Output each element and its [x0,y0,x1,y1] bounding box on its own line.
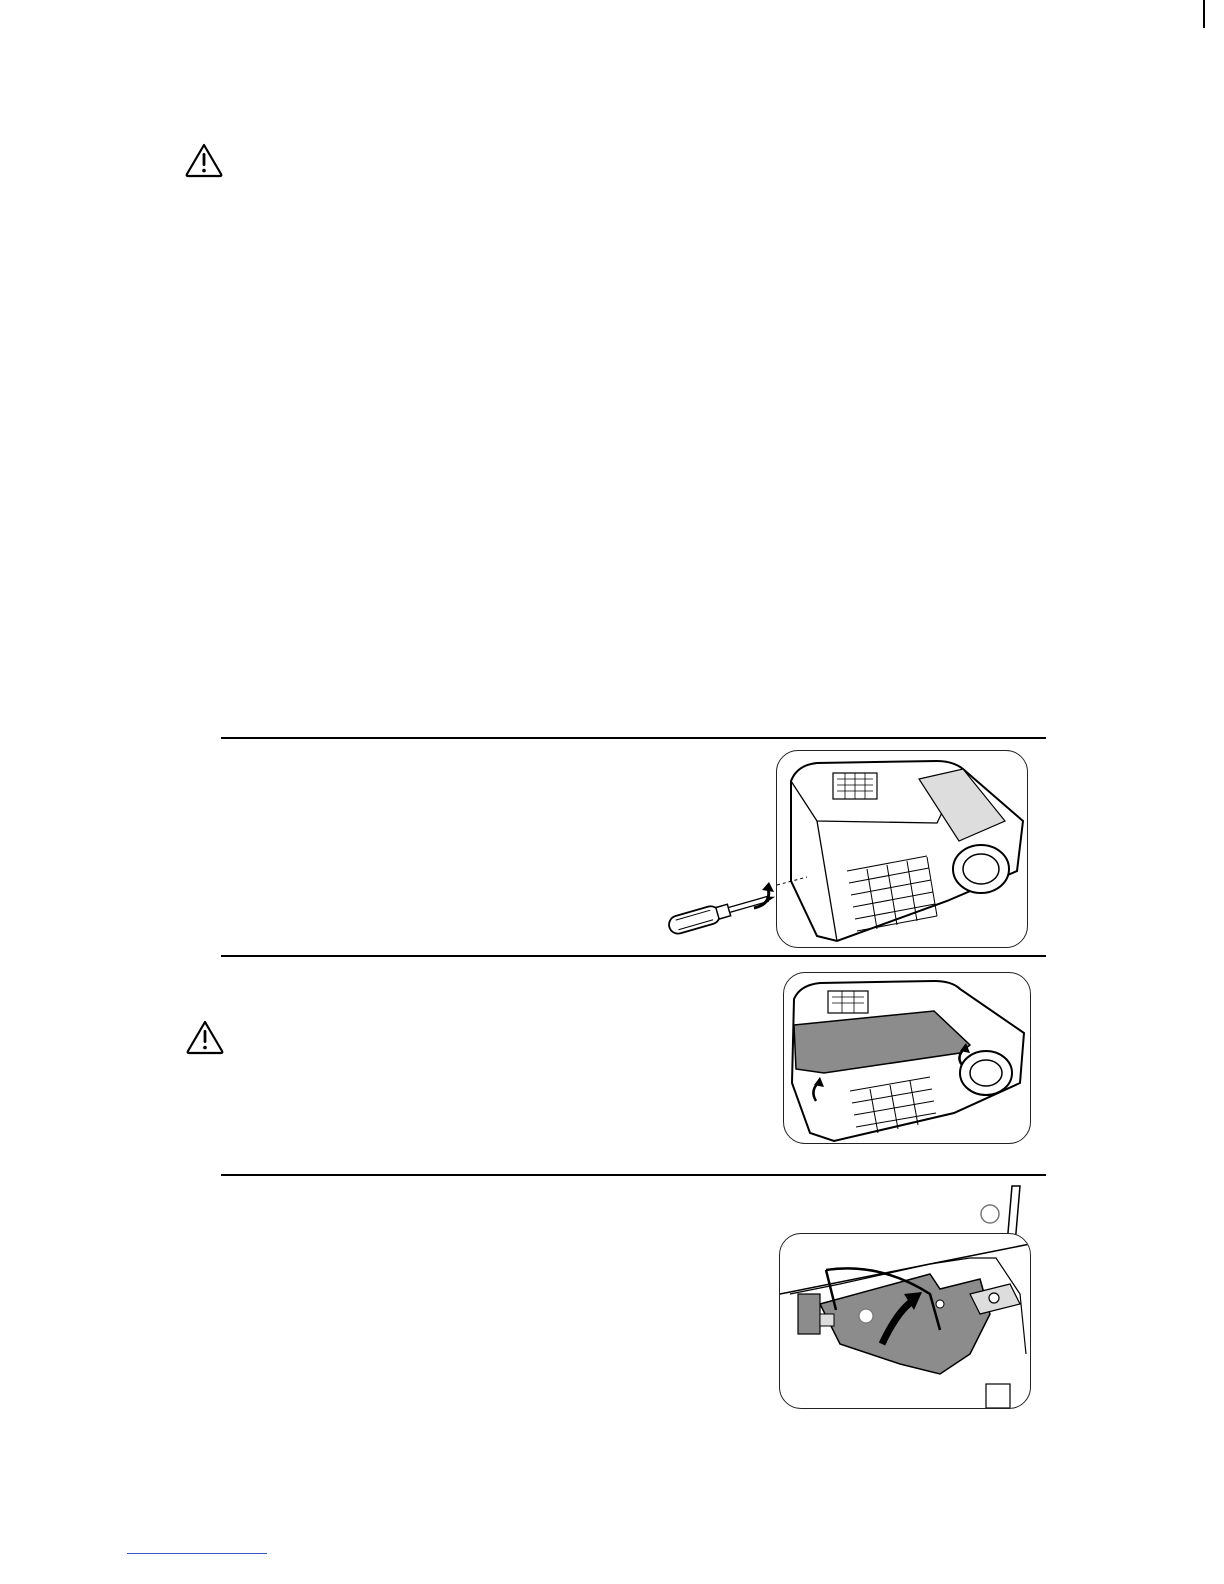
projector-screw-removal-figure [776,750,1028,948]
step-divider-2 [221,955,1046,957]
lamp-handle-lift-figure [779,1233,1031,1409]
page-edge-mark [1203,0,1205,28]
counterclockwise-arrow-icon [748,880,778,914]
step-divider-1 [221,737,1046,739]
caution-triangle-icon [185,1019,225,1055]
lamp-cover-lift-figure [783,972,1031,1144]
caution-triangle-icon [184,142,224,178]
footer-link-underline[interactable] [127,1553,267,1554]
step-divider-3 [221,1174,1046,1176]
